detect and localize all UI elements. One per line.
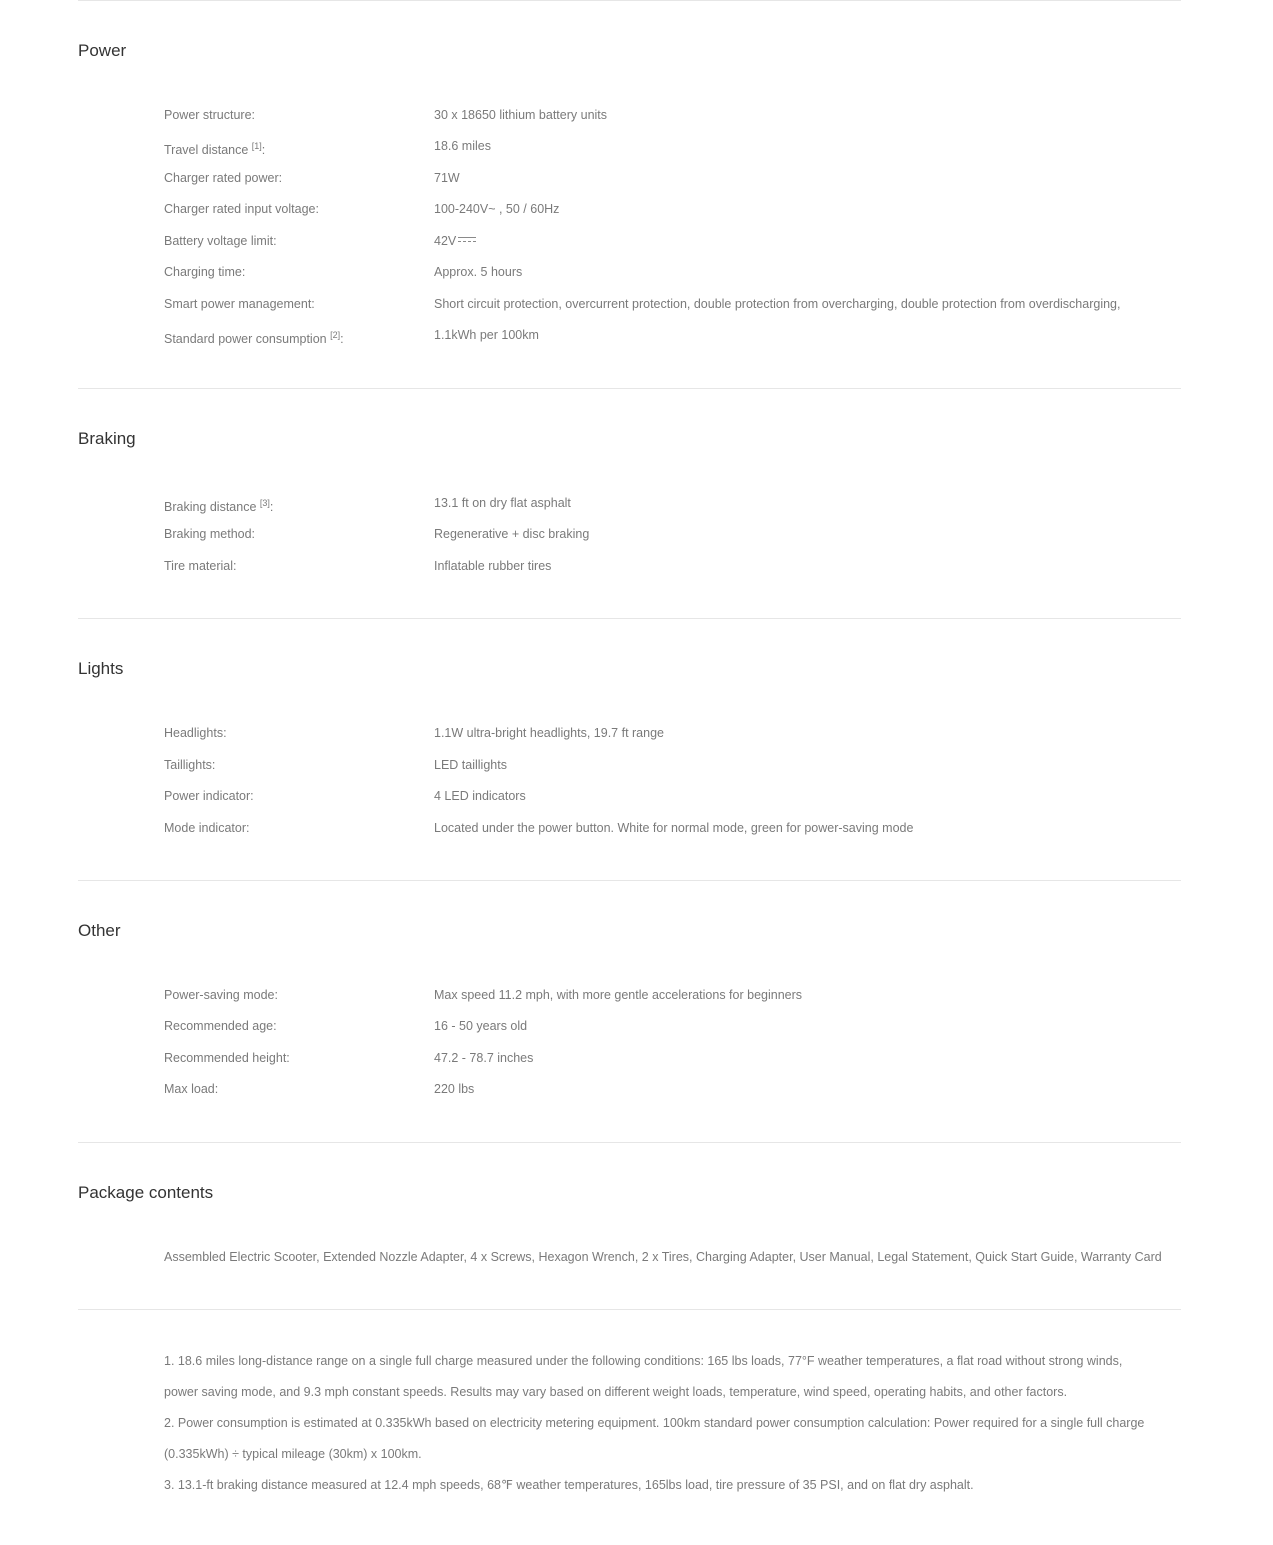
spec-label: Recommended age: bbox=[164, 1019, 277, 1033]
spec-row-power-saving-mode bbox=[164, 985, 1181, 1005]
spec-label: Taillights: bbox=[164, 758, 216, 772]
footnote-1: 1. 18.6 miles long-distance range on a single full charge measured under the following conditions: 165 lbs loads, 77°F weather temperatures, a flat road without strong winds, power saving mode, and 9.3 mph constant speeds. Results may vary based on different weight loads, temperature, wind speed, operating habits, and other factors. bbox=[164, 1354, 1123, 1399]
spec-label: Charger rated input voltage: bbox=[164, 202, 319, 216]
spec-label bbox=[164, 329, 344, 349]
dc-voltage-icon bbox=[458, 237, 476, 243]
spec-label: Smart power management: bbox=[164, 297, 315, 311]
section-title-lights: Lights bbox=[78, 659, 124, 678]
section-divider bbox=[78, 0, 1181, 1]
spec-label: Battery voltage limit: bbox=[164, 234, 277, 248]
spec-value: 13.1 ft on dry flat asphalt bbox=[434, 496, 571, 510]
spec-row-braking-method bbox=[164, 524, 1181, 544]
spec-row-recommended-age bbox=[164, 1016, 1181, 1036]
spec-label bbox=[164, 497, 273, 517]
footnotes bbox=[164, 1346, 1154, 1501]
spec-value: 16 - 50 years old bbox=[434, 1019, 528, 1033]
spec-label-text: Travel distance bbox=[164, 143, 252, 157]
spec-row-charger-input-voltage bbox=[164, 199, 1181, 219]
spec-label bbox=[164, 140, 265, 160]
spec-row-standard-power-consumption bbox=[164, 325, 1181, 345]
section-divider bbox=[78, 388, 1181, 389]
spec-label: Power structure: bbox=[164, 108, 256, 122]
spec-row-headlights bbox=[164, 723, 1181, 743]
spec-label: Recommended height: bbox=[164, 1051, 290, 1065]
spec-value: Inflatable rubber tires bbox=[434, 559, 552, 573]
section-title-package-contents: Package contents bbox=[78, 1183, 214, 1202]
spec-value: 100-240V~ , 50 / 60Hz bbox=[434, 202, 560, 216]
spec-label: Braking method: bbox=[164, 527, 256, 541]
spec-value-text: 42V bbox=[434, 234, 457, 248]
spec-value: Regenerative + disc braking bbox=[434, 527, 590, 541]
spec-value: 47.2 - 78.7 inches bbox=[434, 1051, 534, 1065]
footnote-ref-3[interactable]: [3] bbox=[259, 498, 270, 508]
spec-row-mode-indicator bbox=[164, 818, 1181, 838]
section-divider bbox=[78, 880, 1181, 881]
spec-label-text: Standard power consumption bbox=[164, 332, 331, 346]
spec-value: Short circuit protection, overcurrent protection, double protection from overcharging, double protection from overdischarging, bbox=[434, 297, 1121, 311]
spec-row-power-indicator bbox=[164, 786, 1181, 806]
spec-label: Headlights: bbox=[164, 726, 227, 740]
spec-row-power-structure bbox=[164, 105, 1181, 125]
section-divider bbox=[78, 618, 1181, 619]
spec-value: Max speed 11.2 mph, with more gentle accelerations for beginners bbox=[434, 988, 803, 1002]
label-suffix: : bbox=[261, 143, 266, 157]
spec-value: 220 lbs bbox=[434, 1082, 475, 1096]
spec-label: Charging time: bbox=[164, 265, 246, 279]
footnote-2: 2. Power consumption is estimated at 0.335kWh based on electricity metering equipment. 100km standard power consumption calculation: Power required for a single full charge (0.335kWh) ÷ typical mileage (30km) x 100km. bbox=[164, 1416, 1145, 1461]
spec-row-charger-rated-power bbox=[164, 168, 1181, 188]
section-divider bbox=[78, 1142, 1181, 1143]
section-title-power: Power bbox=[78, 41, 127, 60]
spec-value: 4 LED indicators bbox=[434, 789, 526, 803]
footnote-3: 3. 13.1-ft braking distance measured at 12.4 mph speeds, 68℉ weather temperatures, 165lbs load, tire pressure of 35 PSI, and on flat dry asphalt. bbox=[164, 1478, 974, 1492]
spec-label: Max load: bbox=[164, 1082, 219, 1096]
spec-row-taillights bbox=[164, 755, 1181, 775]
spec-value: 71W bbox=[434, 171, 460, 185]
spec-value: 1.1kWh per 100km bbox=[434, 328, 539, 342]
spec-value: Located under the power button. White for normal mode, green for power-saving mode bbox=[434, 821, 914, 835]
spec-row-tire-material bbox=[164, 556, 1181, 576]
spec-value: LED taillights bbox=[434, 758, 507, 772]
section-divider bbox=[78, 1309, 1181, 1310]
spec-value: 30 x 18650 lithium battery units bbox=[434, 108, 608, 122]
spec-label: Power-saving mode: bbox=[164, 988, 278, 1002]
spec-row-max-load bbox=[164, 1079, 1181, 1099]
spec-label: Mode indicator: bbox=[164, 821, 250, 835]
spec-row-smart-power-management bbox=[164, 294, 1181, 314]
spec-label-text: Braking distance bbox=[164, 500, 260, 514]
spec-value bbox=[434, 231, 476, 251]
label-suffix: : bbox=[269, 500, 274, 514]
spec-row-charging-time bbox=[164, 262, 1181, 282]
footnote-ref-1[interactable]: [1] bbox=[251, 141, 262, 151]
spec-label: Tire material: bbox=[164, 559, 237, 573]
spec-row-braking-distance bbox=[164, 493, 1181, 513]
spec-row-travel-distance bbox=[164, 136, 1181, 156]
spec-row-battery-voltage-limit bbox=[164, 231, 1181, 251]
spec-label: Charger rated power: bbox=[164, 171, 283, 185]
footnote-ref-2[interactable]: [2] bbox=[330, 330, 341, 340]
package-contents-text: Assembled Electric Scooter, Extended Nozzle Adapter, 4 x Screws, Hexagon Wrench, 2 x Tires, Charging Adapter, User Manual, Legal Statement, Quick Start Guide, Warranty Card bbox=[164, 1250, 1162, 1264]
section-title-other: Other bbox=[78, 921, 121, 940]
section-title-braking: Braking bbox=[78, 429, 136, 448]
spec-value: 1.1W ultra-bright headlights, 19.7 ft range bbox=[434, 726, 664, 740]
spec-row-recommended-height bbox=[164, 1048, 1181, 1068]
spec-label: Power indicator: bbox=[164, 789, 254, 803]
spec-value: 18.6 miles bbox=[434, 139, 491, 153]
label-suffix: : bbox=[340, 332, 344, 346]
spec-value: Approx. 5 hours bbox=[434, 265, 523, 279]
